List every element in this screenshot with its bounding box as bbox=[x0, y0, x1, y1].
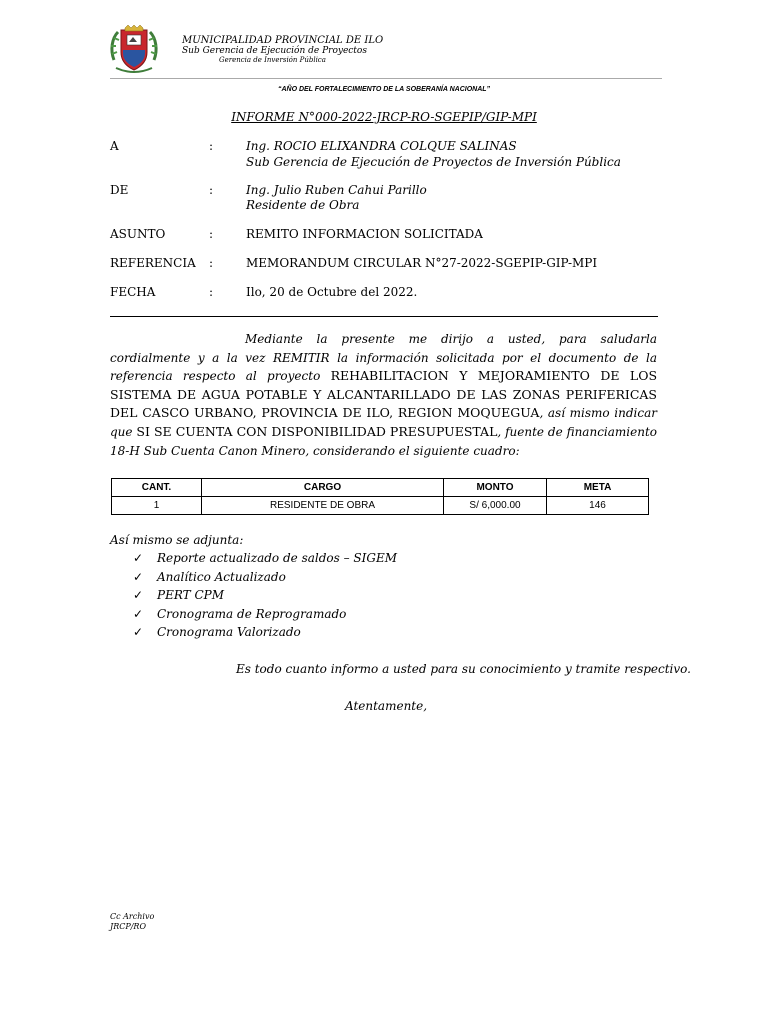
staff-table bbox=[111, 478, 649, 515]
list-item bbox=[133, 551, 397, 570]
attachments-list bbox=[133, 551, 397, 644]
table-row bbox=[112, 497, 649, 515]
section-divider bbox=[110, 316, 658, 317]
attachments-intro: Así mismo se adjunta: bbox=[110, 533, 244, 547]
field-colon: : bbox=[209, 183, 214, 197]
subject-value: REMITO INFORMACION SOLICITADA bbox=[246, 227, 483, 241]
sender-name: Ing. Julio Ruben Cahui Parillo bbox=[246, 183, 427, 197]
list-item bbox=[133, 607, 397, 626]
reference-value: MEMORANDUM CIRCULAR N°27-2022-SGEPIP-GIP-MPI bbox=[246, 256, 598, 270]
list-item bbox=[133, 625, 397, 644]
sender-role: Residente de Obra bbox=[246, 198, 360, 212]
org-name: MUNICIPALIDAD PROVINCIAL DE ILO bbox=[182, 35, 384, 46]
col-header-meta: META bbox=[547, 479, 649, 497]
project-name: REHABILITACION Y MEJORAMIENTO DE LOS SISTEMA DE AGUA POTABLE Y ALCANTARILLADO DE LAS ZONAS PERIFERICAS DEL CASCO URBANO, PROVINCIA DE ILO, REGION MOQUEGUA bbox=[110, 368, 658, 421]
attachment-label: Cronograma de Reprogramado bbox=[157, 606, 347, 621]
header-divider bbox=[110, 78, 662, 79]
checkmark-icon: ✓ bbox=[133, 625, 144, 639]
checkmark-icon: ✓ bbox=[133, 606, 144, 621]
col-header-cant: CANT. bbox=[112, 479, 202, 497]
field-colon: : bbox=[209, 256, 214, 270]
date-value: Ilo, 20 de Octubre del 2022. bbox=[246, 285, 418, 299]
management-unit: Gerencia de Inversión Pública bbox=[219, 56, 326, 64]
body-intro: Mediante la presente me dirijo a usted, para saludarla cordialmente y a la vez REMITIR la información solicitada por el documento de la referencia respecto al proyecto bbox=[110, 332, 657, 384]
recipient-office: Sub Gerencia de Ejecución de Proyectos de Inversión Pública bbox=[246, 155, 621, 169]
list-item bbox=[133, 570, 397, 589]
budget-statement: SI SE CUENTA CON DISPONIBILIDAD PRESUPUESTAL bbox=[136, 423, 498, 439]
municipal-emblem-icon bbox=[108, 24, 160, 76]
cc-archive: Cc Archivo bbox=[110, 912, 155, 921]
closing-statement: Es todo cuanto informo a usted para su conocimiento y tramite respectivo. bbox=[236, 662, 691, 676]
body-mid: , así mismo indicar que bbox=[110, 406, 657, 439]
field-label-referencia: REFERENCIA bbox=[110, 256, 196, 270]
body-paragraph bbox=[110, 330, 657, 460]
checkmark-icon: ✓ bbox=[133, 588, 144, 602]
field-label-a: A bbox=[110, 139, 119, 153]
list-item bbox=[133, 588, 397, 607]
col-header-monto: MONTO bbox=[444, 479, 547, 497]
initials-ref: JRCP/RO bbox=[110, 922, 147, 931]
signoff: Atentamente, bbox=[345, 699, 428, 713]
attachment-label: Reporte actualizado de saldos – SIGEM bbox=[157, 551, 398, 565]
year-motto: “AÑO DEL FORTALECIMIENTO DE LA SOBERANÍA NACIONAL” bbox=[277, 86, 491, 93]
recipient-name: Ing. ROCIO ELIXANDRA COLQUE SALINAS bbox=[246, 139, 517, 153]
cell-monto: S/ 6,000.00 bbox=[444, 497, 547, 515]
field-label-fecha: FECHA bbox=[110, 285, 156, 299]
cell-cant: 1 bbox=[112, 497, 202, 515]
field-colon: : bbox=[209, 227, 214, 241]
cell-meta: 146 bbox=[547, 497, 649, 515]
field-label-de: DE bbox=[110, 183, 129, 197]
field-label-asunto: ASUNTO bbox=[110, 227, 166, 241]
checkmark-icon: ✓ bbox=[133, 551, 144, 565]
cell-cargo: RESIDENTE DE OBRA bbox=[202, 497, 444, 515]
body-tail: , fuente de financiamiento 18-H Sub Cuenta Canon Minero, considerando el siguiente cuadro: bbox=[110, 424, 657, 458]
report-title: INFORME N°000-2022-JRCP-RO-SGEPIP/GIP-MPI bbox=[231, 110, 537, 124]
attachment-label: Cronograma Valorizado bbox=[157, 625, 301, 639]
sub-management: Sub Gerencia de Ejecución de Proyectos bbox=[182, 46, 367, 56]
attachment-label: Analítico Actualizado bbox=[157, 569, 286, 584]
table-header-row bbox=[112, 479, 649, 497]
field-colon: : bbox=[209, 139, 214, 153]
col-header-cargo: CARGO bbox=[202, 479, 444, 497]
field-colon: : bbox=[209, 285, 214, 299]
checkmark-icon: ✓ bbox=[133, 569, 144, 584]
attachment-label: PERT CPM bbox=[157, 588, 225, 602]
